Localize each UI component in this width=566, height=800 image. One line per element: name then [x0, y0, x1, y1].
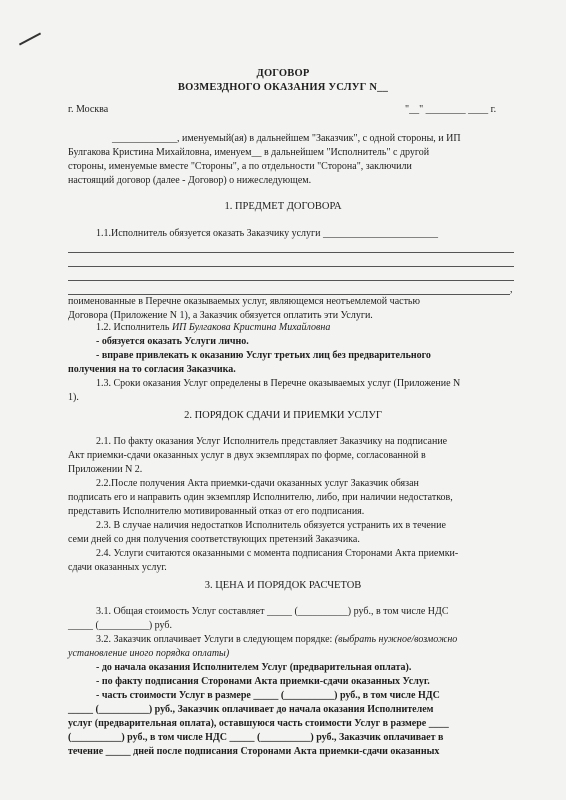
- blank-line: [68, 280, 514, 281]
- intro-line-4: настоящий договор (далее - Договор) о нижеследующем.: [68, 175, 312, 186]
- clause-2-3-2: семи дней со дня получения соответствующих претензий Заказчика.: [68, 534, 360, 545]
- clause-1-2-b-1: - вправе привлекать к оказанию Услуг третьих лиц без предварительного: [96, 350, 431, 361]
- doc-title-line1: ДОГОВОР: [256, 68, 310, 79]
- intro-line-1: _____________, именуемый(ая) в дальнейшем "Заказчик", с одной стороны, и ИП: [112, 133, 461, 144]
- clause-2-1-1: 2.1. По факту оказания Услуг Исполнитель представляет Заказчику на подписание: [96, 436, 448, 447]
- payment-option-3-4: (__________) руб., в том числе НДС _____ (__________) руб., Заказчик оплачивает в: [68, 732, 444, 743]
- clause-1-1-cont-2: Договора (Приложение N 1), а Заказчик обязуется оплатить эти Услуги.: [68, 310, 373, 321]
- clause-1-1: 1.1.Исполнитель обязуется оказать Заказчику услуги _______________________: [96, 228, 438, 239]
- pen-mark: [19, 32, 41, 45]
- clause-1-2-a: - обязуется оказать Услуги лично.: [96, 336, 249, 347]
- clause-2-2-2: подписать его и направить один экземпляр Исполнителю, либо, при наличии недостатков,: [68, 492, 453, 503]
- clause-2-1-3: Приложении N 2.: [68, 464, 143, 475]
- clause-3-1-2: _____ (__________) руб.: [68, 620, 172, 631]
- intro-line-2: Булгакова Кристина Михайловна, именуем__ в дальнейшем "Исполнитель" с другой: [68, 147, 430, 158]
- clause-1-2: [96, 322, 330, 334]
- payment-option-3-5: течение _____ дней после подписания Сторонами Акта приемки-сдачи оказанных: [68, 746, 440, 757]
- clause-3-1-1: 3.1. Общая стоимость Услуг составляет _____ (__________) руб., в том числе НДС: [96, 606, 449, 617]
- blank-line: [68, 266, 514, 267]
- clause-1-2-b-2: получения на то согласия Заказчика.: [68, 364, 236, 375]
- executor-name: ИП Булгакова Кристина Михайловна: [171, 322, 331, 333]
- clause-1-2-label: 1.2. Исполнитель: [96, 322, 170, 333]
- payment-option-3-2: _____ (__________) руб., Заказчик оплачивает до начала оказания Исполнителем: [68, 704, 434, 715]
- section-2-heading: 2. ПОРЯДОК СДАЧИ И ПРИЕМКИ УСЛУГ: [184, 410, 382, 421]
- clause-2-1-2: Акт приемки-сдачи оказанных услуг в двух экземплярах по форме, согласованной в: [68, 450, 426, 461]
- doc-title-line2: ВОЗМЕЗДНОГО ОКАЗАНИЯ УСЛУГ N__: [177, 82, 389, 93]
- payment-option-1: - до начала оказания Исполнителем Услуг (предварительная оплата).: [96, 662, 412, 673]
- clause-1-3-2: 1).: [68, 392, 79, 403]
- clause-3-2-note: (выбрать нужное/возможно: [334, 634, 458, 645]
- intro-line-3: стороны, именуемые вместе "Стороны", а по отдельности "Сторона", заключили: [68, 161, 412, 172]
- payment-option-2: - по факту подписания Сторонами Акта приемки-сдачи оказанных Услуг.: [96, 676, 430, 687]
- blank-line: [68, 252, 514, 253]
- section-3-heading: 3. ЦЕНА И ПОРЯДОК РАСЧЕТОВ: [204, 580, 362, 591]
- payment-option-3-3: услуг (предварительная оплата), оставшуюся часть стоимости Услуг в размере ____: [68, 718, 449, 729]
- clause-2-4-1: 2.4. Услуги считаются оказанными с момента подписания Сторонами Акта приемки-: [96, 548, 459, 559]
- blank-line: [68, 294, 510, 295]
- clause-1-3-1: 1.3. Сроки оказания Услуг определены в Перечне оказываемых услуг (Приложение N: [96, 378, 461, 389]
- clause-3-2-note-2: установление иного порядка оплаты): [68, 648, 230, 659]
- clause-2-4-2: сдачи оказанных услуг.: [68, 562, 167, 573]
- clause-3-2-text: 3.2. Заказчик оплачивает Услуги в следующем порядке:: [96, 634, 333, 645]
- clause-2-2-3: представить Исполнителю мотивированный отказ от его подписания.: [68, 506, 365, 517]
- city: г. Москва: [68, 104, 109, 115]
- payment-option-3-1: - часть стоимости Услуг в размере _____ (__________) руб., в том числе НДС: [96, 690, 440, 701]
- clause-3-2-1: [96, 634, 457, 646]
- clause-1-1-cont-1: поименованные в Перечне оказываемых услуг, являющемся неотъемлемой частью: [68, 296, 420, 307]
- clause-1-1-comma: ,: [510, 284, 513, 295]
- contract-date: "__" ________ ____ г.: [405, 104, 497, 115]
- clause-2-2-1: 2.2.После получения Акта приемки-сдачи оказанных услуг Заказчик обязан: [96, 478, 419, 489]
- clause-2-3-1: 2.3. В случае наличия недостатков Исполнитель обязуется устранить их в течение: [96, 520, 446, 531]
- section-1-heading: 1. ПРЕДМЕТ ДОГОВОРА: [224, 201, 342, 212]
